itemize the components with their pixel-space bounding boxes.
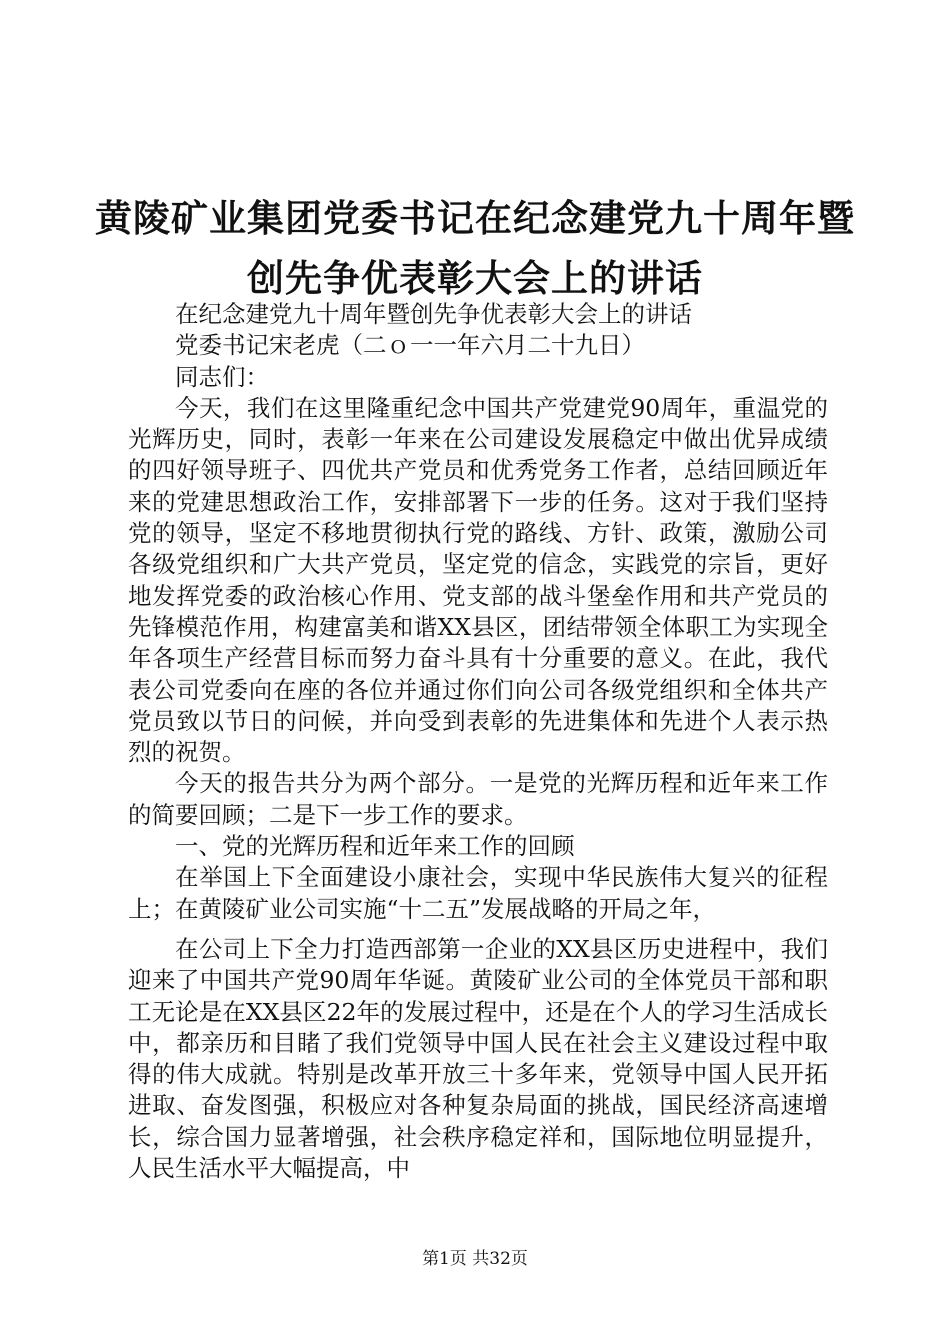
- speech-subtitle: 在纪念建党九十周年暨创先争优表彰大会上的讲话: [175, 300, 692, 328]
- document-title-line-2: 创先争优表彰大会上的讲话: [247, 257, 703, 300]
- speaker-line: 党委书记宋老虎（二ｏ一一年六月二十九日）: [175, 331, 645, 360]
- salutation: 同志们：: [175, 362, 269, 391]
- page-footer: 第1页 共32页: [422, 1249, 528, 1269]
- paragraph: 今天的报告共分为两个部分。一是党的光辉历程和近年来工作的简要回顾；二是下一步工作的要求。: [128, 769, 828, 829]
- section-heading: 一、党的光辉历程和近年来工作的回顾: [175, 832, 575, 861]
- body-section-1: [128, 299, 828, 925]
- paragraph: 今天，我们在这里隆重纪念中国共产党建党90周年，重温党的光辉历史，同时，表彰一年来在公司建设发展稳定中做出优异成绩的四好领导班子、四优共产党员和优秀党务工作者，总结回顾近年来的党建思想政治工作，安排部署下一步的任务。这对于我们坚持党的领导，坚定不移地贯彻执行党的路线、方针、政策，激励公司各级党组织和广大共产党员，坚定党的信念，实践党的宗旨，更好地发挥党委的政治核心作用、党支部的战斗堡垒作用和共产党员的先锋模范作用，构建富美和谐XX县区，团结带领全体职工为实现全年各项生产经营目标而努力奋斗具有十分重要的意义。在此，我代表公司党委向在座的各位并通过你们向公司各级党组织和全体共产党员致以节日的问候，并向受到表彰的先进集体和先进个人表示热烈的祝贺。: [128, 393, 828, 767]
- paragraph: 在公司上下全力打造西部第一企业的XX县区历史进程中，我们迎来了中国共产党90周年华诞。黄陵矿业公司的全体党员干部和职工无论是在XX县区22年的发展过程中，还是在个人的学习生活成长中，都亲历和目睹了我们党领导中国人民在社会主义建设过程中取得的伟大成就。特别是改革开放三十多年来，党领导中国人民开拓进取、奋发图强，积极应对各种复杂局面的挑战，国民经济高速增长，综合国力显著增强，社会秩序稳定祥和，国际地位明显提升，人民生活水平大幅提高，中: [128, 935, 828, 1183]
- paragraph: 在举国上下全面建设小康社会，实现中华民族伟大复兴的征程上；在黄陵矿业公司实施“十二五”发展战略的开局之年，: [128, 863, 828, 923]
- document-title-line-1: 黄陵矿业集团党委书记在纪念建党九十周年暨: [95, 197, 855, 240]
- body-section-2: [128, 934, 828, 1184]
